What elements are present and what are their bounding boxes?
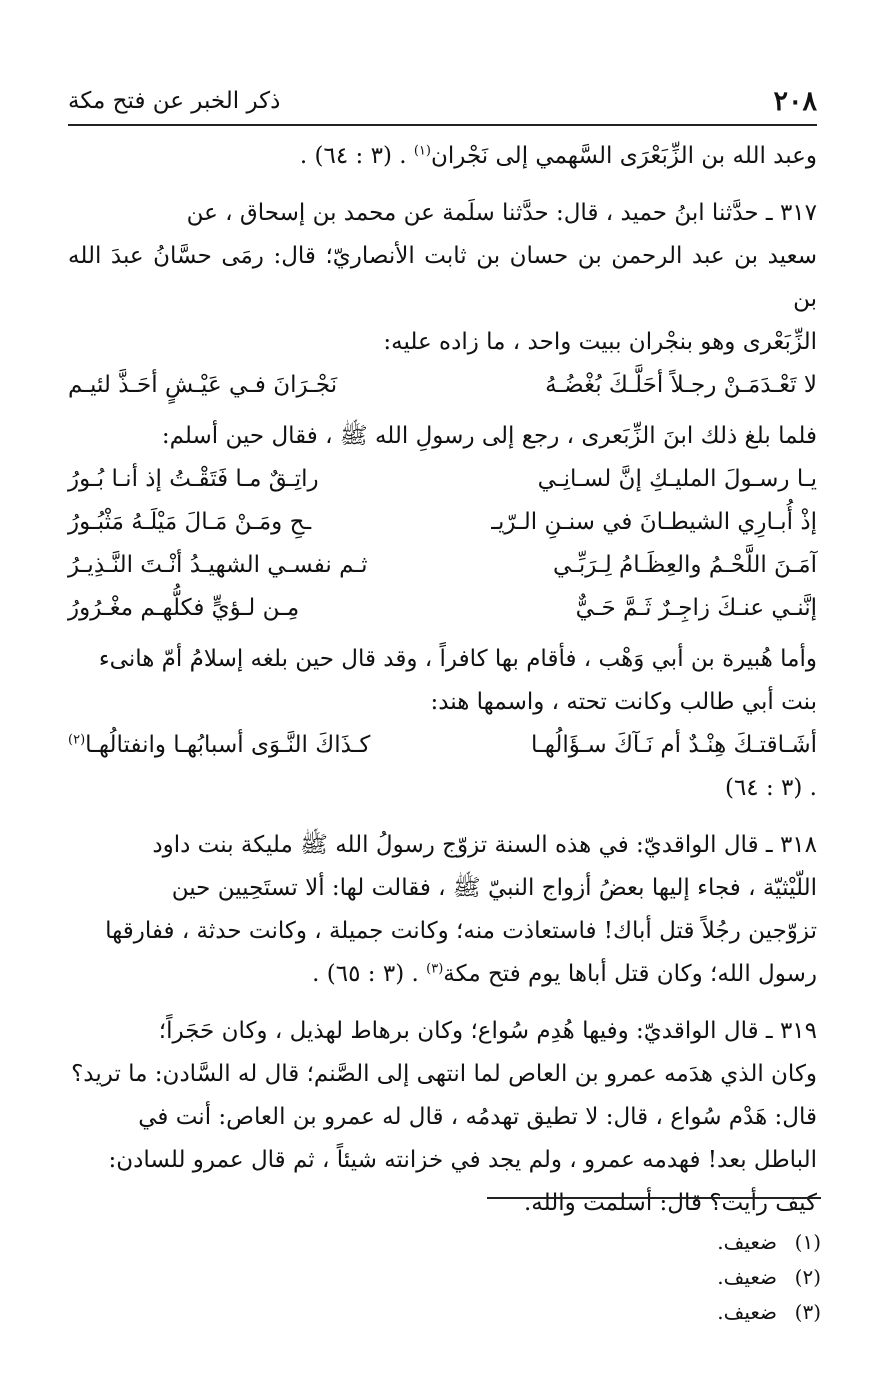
- footnote-text: ضعيف.: [717, 1230, 777, 1254]
- verse-first-hemistich: أشَـاقتـكَ هِنْـدٌ أم نَـآكَ سـؤَالُهـا: [531, 732, 817, 758]
- footnote-number: (١): [794, 1230, 821, 1254]
- page-body: [68, 135, 817, 1225]
- verse-second-hemistich: راتِـقٌ مـا فَتَقْـتُ إذ أنـا بُـورُ: [68, 466, 319, 492]
- verse-first-hemistich: لا تَعْـدَمَـنْ رجـلاً أحَلَّـكَ بُغْضُـهُ: [545, 372, 817, 398]
- verse-first-hemistich: إذْ أُبـارِي الشيطـانَ في سنـنِ الـرّيـ: [491, 509, 817, 535]
- paragraph-line: وكان الذي هدَمه عمرو بن العاص لما انتهى إلى الصَّنم؛ قال له السَّادن: ما تريد؟: [71, 1061, 817, 1087]
- paragraph-318: [68, 824, 817, 996]
- footnotes: [717, 1225, 821, 1330]
- verse-second-hemistich: ثـم نفسـي الشهيـدُ أنْـتَ النَّـذِيـرُ: [68, 552, 368, 578]
- verse-line: [68, 458, 817, 501]
- intro-line: وعبد الله بن الزِّبَعْرَى السَّهمي إلى نَجْران$^{(١)}$ . (٣ : ٦٤) .: [299, 143, 817, 169]
- paragraph-line: سعيد بن عبد الرحمن بن حسان بن ثابت الأنصاريّ؛ قال: رمَى حسَّانُ عبدَ الله بن: [68, 243, 817, 312]
- footnote: [717, 1260, 821, 1295]
- verse-second-hemistich: مِـن لـؤيٍّ فكلُّهـم مغْـرُورُ: [68, 595, 300, 621]
- paragraph-line: فلما بلغ ذلك ابنَ الزِّبَعرى ، رجع إلى رسولِ الله ﷺ ، فقال حين أسلم:: [161, 423, 817, 449]
- footnote-marker: (١): [413, 143, 431, 159]
- paragraph-line: ٣١٨ ـ قال الواقديّ: في هذه السنة تزوّج رسولُ الله ﷺ مليكة بنت داود: [152, 832, 817, 858]
- verse-second-hemistich: كـذَاكَ النَّـوَى أسبابُهـا وانفتالُهـا$^{(٢)}$: [68, 732, 371, 758]
- paragraph-line: الباطل بعد! فهدمه عمرو ، ولم يجد في خزانته شيئاً ، ثم قال عمرو للسادن:: [108, 1147, 817, 1173]
- footnote-marker: (٢): [68, 732, 86, 748]
- verse-line: [68, 544, 817, 587]
- paragraph-319: [68, 1010, 817, 1225]
- running-title: ذكر الخبر عن فتح مكة: [68, 88, 281, 114]
- paragraph-line: ٣١٧ ـ حدَّثنا ابنُ حميد ، قال: حدَّثنا سلَمة عن محمد بن إسحاق ، عن: [186, 200, 817, 226]
- verse-line: [68, 501, 817, 544]
- paragraph-line: تزوّجين رجُلاً قتل أباك! فاستعاذت منه؛ وكانت جميلة ، وكانت حدثة ، ففارقها: [105, 918, 817, 944]
- footnote-divider: [487, 1197, 821, 1199]
- verse-line: [68, 364, 817, 407]
- footnote-marker: (٣): [426, 961, 444, 977]
- footnote-number: (٣): [794, 1300, 821, 1324]
- verse-second-hemistich: نَجْـرَانَ فـي عَيْـشٍ أحَـذَّ لئيـم: [68, 372, 338, 398]
- paragraph-line: قال: هَدْم سُواع ، قال: لا تطيق تهدمُه ، قال له عمرو بن العاص: أنت في: [138, 1104, 817, 1130]
- paragraph-line: بنت أبي طالب وكانت تحته ، واسمها هند:: [430, 689, 817, 715]
- verse-line: [68, 724, 817, 767]
- verse-line: [68, 587, 817, 630]
- paragraph-line: وأما هُبيرة بن أبي وَهْب ، فأقام بها كافراً ، وقد قال حين بلغه إسلامُ أمّ هانىء: [98, 646, 817, 672]
- footnote-text: ضعيف.: [717, 1265, 777, 1289]
- page-header: [68, 78, 817, 126]
- verse-first-hemistich: إنَّنـي عنـكَ زاجِـرٌ ثَـمَّ حَـيٌّ: [575, 595, 817, 621]
- reference-line: . (٣ : ٦٤): [724, 775, 817, 801]
- paragraph-line: ٣١٩ ـ قال الواقديّ: وفيها هُدِم سُواع؛ وكان برهاط لهذيل ، وكان حَجَراً؛: [158, 1018, 817, 1044]
- verse-second-hemistich: ـحِ ومَـنْ مَـالَ مَيْلَـهُ مَثْبُـورُ: [68, 509, 312, 535]
- paragraph-line: الزِّبَعْرى وهو بنجْران ببيت واحد ، ما زاده عليه:: [383, 329, 817, 355]
- footnote-number: (٢): [794, 1265, 821, 1289]
- verse-first-hemistich: يـا رسـولَ المليـكِ إنَّ لسـانِـي: [537, 466, 817, 492]
- footnote-text: ضعيف.: [717, 1300, 777, 1324]
- verse-first-hemistich: آمَـنَ اللَّحْـمُ والعِظَـامُ لِـرَبِّـي: [553, 552, 817, 578]
- paragraph-317: [68, 192, 817, 810]
- paragraph-line: رسول الله؛ وكان قتل أباها يوم فتح مكة$^{(٣)}$ . (٣ : ٦٥) .: [312, 961, 817, 987]
- footnote: [717, 1225, 821, 1260]
- paragraph-line: كيف رأيت؟ قال: أسلمت والله.: [523, 1190, 817, 1216]
- page-number: ٢٠٨: [773, 85, 817, 117]
- footnote: [717, 1295, 821, 1330]
- paragraph-line: اللّيْثيّة ، فجاء إليها بعضُ أزواج النبيّ ﷺ ، فقالت لها: ألا تستَحِيين حين: [171, 875, 817, 901]
